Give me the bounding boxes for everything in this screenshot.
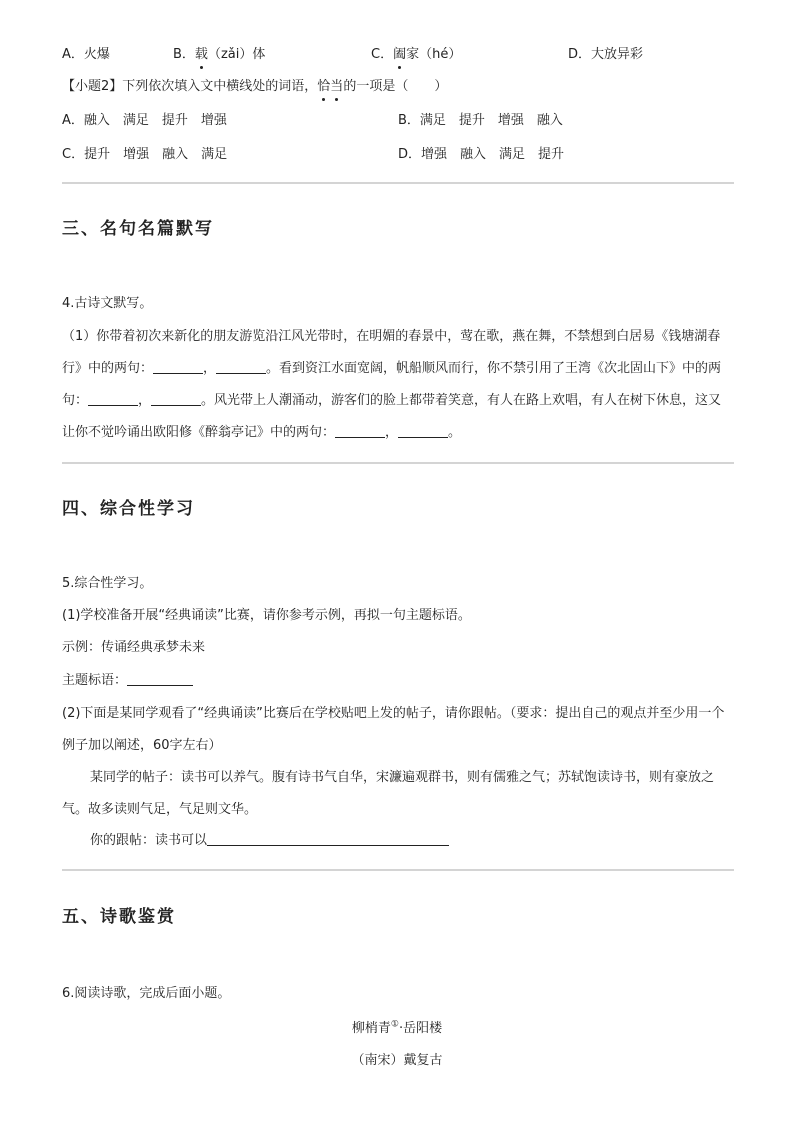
answer-blank[interactable] bbox=[88, 391, 138, 406]
option-b-line bbox=[173, 46, 265, 64]
answer-blank[interactable] bbox=[335, 423, 385, 438]
question-5-part-1: (1)学校准备开展“经典诵读”比赛，请你参考示例，再拟一句主题标语。 bbox=[62, 608, 471, 623]
sub2-option-a: A．融入 满足 提升 增强 bbox=[62, 113, 227, 128]
q4-sep-3: ， bbox=[385, 425, 399, 440]
q4-text-1: （1）你带着初次来新化的朋友游览沿江风光带时，在明媚的春景中，莺在歌，燕在舞，不禁想到白居易《钱塘湖春行》中的两句： bbox=[62, 329, 721, 376]
section-4-title: 四、综合性学习 bbox=[62, 499, 195, 519]
answer-blank[interactable] bbox=[153, 359, 203, 374]
section-3-title: 三、名句名篇默写 bbox=[62, 219, 214, 239]
slogan-line bbox=[62, 671, 193, 690]
emphasis-char-2: 当 bbox=[330, 79, 344, 94]
section-5-title: 五、诗歌鉴赏 bbox=[62, 907, 176, 927]
emphasis-char-b: 载 bbox=[194, 47, 208, 62]
question-5-part-2: (2)下面是某同学观看了“经典诵读”比赛后在学校贴吧上发的帖子，请你跟帖。（要求：提出自己的观点并至少用一个例子加以阐述，60字左右） bbox=[62, 706, 725, 753]
question-6-title: 6.阅读诗歌，完成后面小题。 bbox=[62, 986, 231, 1001]
sub-question-2-tail: 的一项是（ ） bbox=[343, 79, 448, 94]
answer-blank[interactable] bbox=[151, 391, 201, 406]
option-a: A．火爆 bbox=[62, 47, 110, 62]
sub2-option-b: B．满足 提升 增强 融入 bbox=[398, 113, 563, 128]
poem-title-sub: ·岳阳楼 bbox=[398, 1021, 443, 1036]
question-5-title: 5.综合性学习。 bbox=[62, 576, 153, 591]
reply-blank[interactable] bbox=[207, 831, 449, 846]
question-4-paragraph bbox=[62, 321, 734, 449]
example-line: 示例：传诵经典承梦未来 bbox=[62, 640, 206, 655]
option-b-rest: （zǎi）体 bbox=[207, 47, 266, 62]
emphasis-char-1: 恰 bbox=[317, 79, 331, 94]
q4-text-3: 。风光带上人潮涌动，游客们的脸上都带着笑意，有人在路上欢唱，有人在树下休息，这又让你不觉吟诵出欧阳修《醉翁亭记》中的两句： bbox=[62, 393, 722, 440]
divider bbox=[62, 462, 734, 464]
slogan-label: 主题标语： bbox=[62, 673, 128, 688]
reply-line bbox=[90, 831, 449, 850]
q4-text-2: 。看到资江水面宽阔，帆船顺风而行，你不禁引用了王湾《次北固山下》中的两句： bbox=[62, 361, 722, 408]
emphasis-char-c: 阖 bbox=[393, 47, 407, 62]
poem-title bbox=[0, 1020, 794, 1038]
option-c-rest: 家（hé） bbox=[406, 47, 462, 62]
option-d-line bbox=[568, 46, 643, 64]
reply-label: 你的跟帖：读书可以 bbox=[90, 833, 208, 848]
answer-blank[interactable] bbox=[216, 359, 266, 374]
sub-question-2 bbox=[62, 78, 447, 96]
divider bbox=[62, 869, 734, 871]
sub-question-2-text: 【小题2】下列依次填入文中横线处的词语， bbox=[62, 79, 318, 94]
option-a-line bbox=[62, 46, 110, 64]
option-b-prefix: B． bbox=[173, 47, 195, 62]
q4-text-4: 。 bbox=[448, 425, 462, 440]
classmate-post: 某同学的帖子：读书可以养气。腹有诗书气自华，宋濂遍观群书，则有儒雅之气；苏轼饱读诗书，则有豪放之气。故多读则气足，气足则文华。 bbox=[62, 770, 715, 817]
option-c-prefix: C． bbox=[371, 47, 394, 62]
footnote-marker: ① bbox=[390, 1019, 399, 1030]
q4-sep-1: ， bbox=[203, 361, 217, 376]
answer-blank[interactable] bbox=[398, 423, 448, 438]
sub2-option-c: C．提升 增强 融入 满足 bbox=[62, 147, 228, 162]
poem-title-name: 柳梢青 bbox=[351, 1021, 391, 1036]
slogan-blank[interactable] bbox=[127, 671, 193, 686]
divider bbox=[62, 182, 734, 184]
question-4-title: 4.古诗文默写。 bbox=[62, 296, 153, 311]
option-d: D．大放异彩 bbox=[568, 47, 644, 62]
sub2-option-d: D．增强 融入 满足 提升 bbox=[398, 147, 565, 162]
q4-sep-2: ， bbox=[138, 393, 152, 408]
option-c-line bbox=[371, 46, 461, 64]
poem-author: （南宋）戴复古 bbox=[351, 1053, 443, 1068]
